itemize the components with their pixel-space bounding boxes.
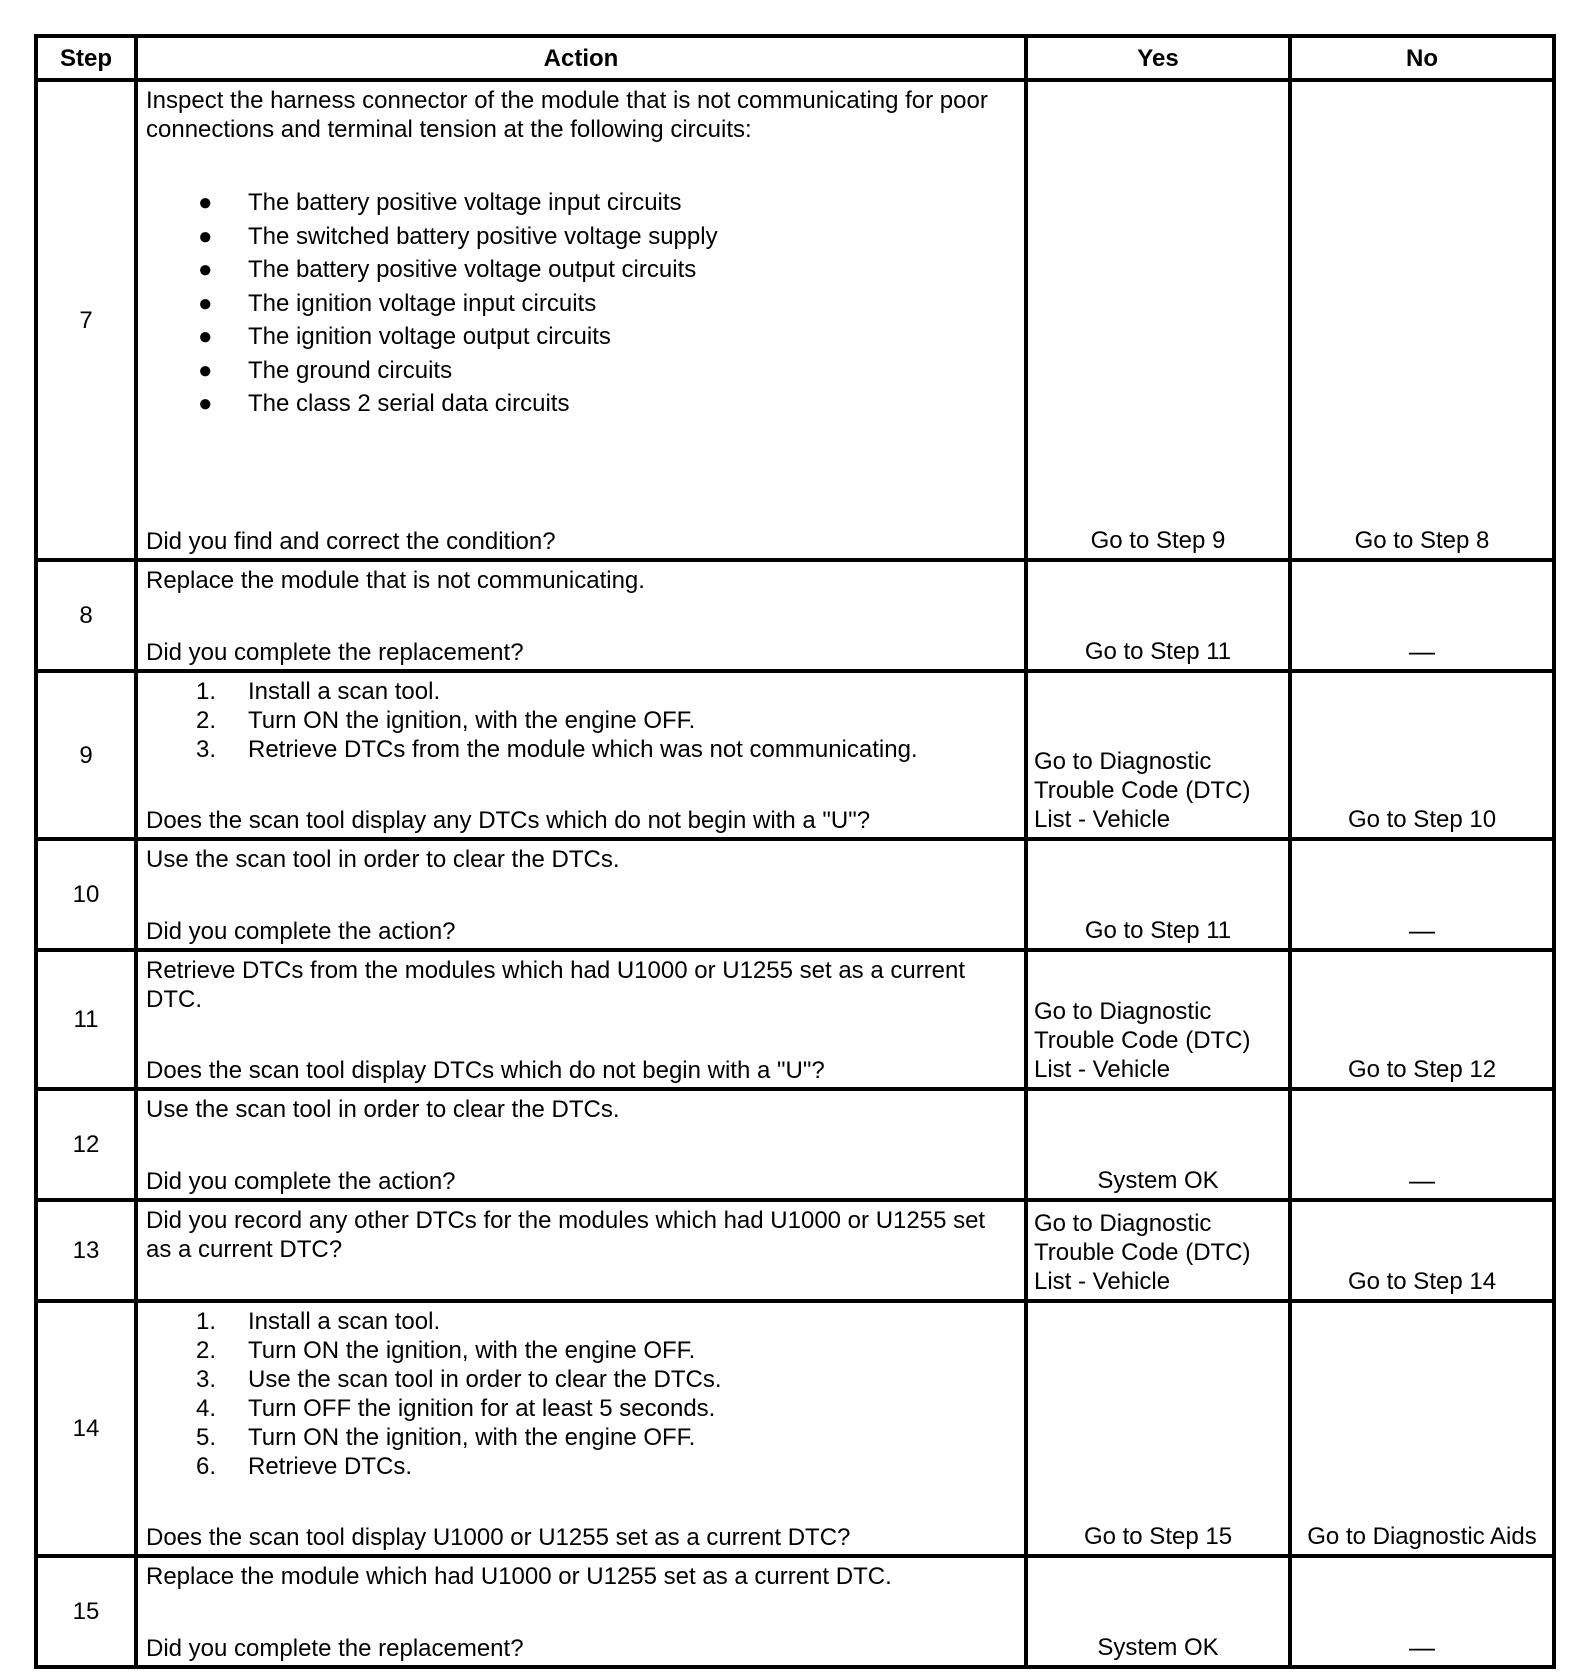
yes-outcome: System OK bbox=[1026, 1556, 1290, 1667]
action-question: Did you complete the action? bbox=[146, 1168, 456, 1195]
header-yes: Yes bbox=[1026, 36, 1290, 80]
list-item: 2. Turn ON the ignition, with the engine OFF. bbox=[196, 707, 696, 734]
bullet-icon: ● bbox=[198, 356, 213, 384]
header-no: No bbox=[1290, 36, 1554, 80]
list-item: 4. Turn OFF the ignition for at least 5 seconds. bbox=[196, 1395, 716, 1422]
action-intro: Inspect the harness connector of the module that is not communicating for poor connections and terminal tension at the following circuits: bbox=[146, 87, 988, 143]
yes-outcome: Go to Step 9 bbox=[1026, 80, 1290, 560]
no-outcome: — bbox=[1290, 839, 1554, 950]
step-number: 15 bbox=[36, 1556, 136, 1667]
list-item: 6. Retrieve DTCs. bbox=[196, 1453, 413, 1480]
bullet-icon: ● bbox=[198, 256, 213, 283]
header-step: Step bbox=[36, 36, 136, 80]
table-row-step-12 bbox=[36, 1089, 1554, 1200]
step-number: 8 bbox=[36, 560, 136, 671]
table-row-step-11 bbox=[36, 950, 1554, 1089]
list-item: ● The class 2 serial data circuits bbox=[146, 387, 1016, 421]
procedure-list bbox=[146, 677, 1016, 764]
no-outcome: — bbox=[1290, 1089, 1554, 1200]
step-number: 12 bbox=[36, 1089, 136, 1200]
step-number: 14 bbox=[36, 1301, 136, 1556]
action-intro: Use the scan tool in order to clear the DTCs. bbox=[146, 846, 620, 873]
no-outcome: Go to Step 14 bbox=[1290, 1200, 1554, 1301]
table-row-step-10 bbox=[36, 839, 1554, 950]
list-item: 2. Turn ON the ignition, with the engine OFF. bbox=[196, 1337, 696, 1364]
list-item: ● The ignition voltage output circuits bbox=[146, 320, 1016, 354]
table-header-row bbox=[36, 36, 1554, 80]
bullet-icon: ● bbox=[198, 323, 213, 350]
action-cell bbox=[136, 1301, 1026, 1556]
step-number: 9 bbox=[36, 671, 136, 839]
list-item: ● The ground circuits bbox=[146, 354, 1016, 388]
no-outcome: Go to Diagnostic Aids bbox=[1290, 1301, 1554, 1556]
action-cell bbox=[136, 950, 1026, 1089]
table-row-step-14 bbox=[36, 1301, 1554, 1556]
action-cell bbox=[136, 1556, 1026, 1667]
yes-outcome: Go to Diagnostic Trouble Code (DTC) List - Vehicle bbox=[1026, 1200, 1290, 1301]
step-number: 11 bbox=[36, 950, 136, 1089]
action-cell bbox=[136, 839, 1026, 950]
no-outcome: — bbox=[1290, 1556, 1554, 1667]
list-item: 1. Install a scan tool. bbox=[196, 678, 441, 705]
list-item: ● The battery positive voltage input circuits bbox=[146, 186, 1016, 220]
list-item: 3. Use the scan tool in order to clear the DTCs. bbox=[196, 1366, 722, 1393]
action-question: Did you complete the replacement? bbox=[146, 1635, 524, 1662]
circuit-list bbox=[146, 186, 1016, 421]
action-question: Does the scan tool display DTCs which do not begin with a "U"? bbox=[146, 1057, 825, 1084]
action-cell bbox=[136, 1089, 1026, 1200]
action-cell bbox=[136, 80, 1026, 560]
yes-outcome: Go to Diagnostic Trouble Code (DTC) List - Vehicle bbox=[1026, 671, 1290, 839]
action-intro: Use the scan tool in order to clear the DTCs. bbox=[146, 1096, 620, 1123]
list-item: ● The battery positive voltage output circuits bbox=[146, 253, 1016, 287]
list-item: ● The ignition voltage input circuits bbox=[146, 287, 1016, 321]
action-question: Does the scan tool display U1000 or U1255 set as a current DTC? bbox=[146, 1524, 851, 1551]
yes-outcome: Go to Step 15 bbox=[1026, 1301, 1290, 1556]
diagnostic-steps-table bbox=[34, 34, 1556, 1669]
yes-outcome: Go to Diagnostic Trouble Code (DTC) List - Vehicle bbox=[1026, 950, 1290, 1089]
yes-outcome: Go to Step 11 bbox=[1026, 560, 1290, 671]
step-number: 13 bbox=[36, 1200, 136, 1301]
action-cell bbox=[136, 1200, 1026, 1301]
list-item: 1. Install a scan tool. bbox=[196, 1308, 441, 1335]
step-number: 10 bbox=[36, 839, 136, 950]
bullet-icon: ● bbox=[198, 222, 213, 250]
table-row-step-13 bbox=[36, 1200, 1554, 1301]
bullet-icon: ● bbox=[198, 289, 213, 317]
action-question: Did you complete the replacement? bbox=[146, 639, 524, 666]
action-cell bbox=[136, 671, 1026, 839]
bullet-icon: ● bbox=[198, 390, 213, 417]
action-question: Does the scan tool display any DTCs which do not begin with a "U"? bbox=[146, 807, 871, 834]
yes-outcome: Go to Step 11 bbox=[1026, 839, 1290, 950]
step-number: 7 bbox=[36, 80, 136, 560]
no-outcome: Go to Step 10 bbox=[1290, 671, 1554, 839]
action-cell bbox=[136, 560, 1026, 671]
bullet-icon: ● bbox=[198, 189, 213, 216]
table-row-step-15 bbox=[36, 1556, 1554, 1667]
no-outcome: — bbox=[1290, 560, 1554, 671]
diagnostic-table-page bbox=[34, 34, 1552, 1661]
action-intro: Replace the module that is not communicating. bbox=[146, 567, 645, 594]
no-outcome: Go to Step 8 bbox=[1290, 80, 1554, 560]
procedure-list bbox=[146, 1307, 1016, 1481]
action-question: Did you find and correct the condition? bbox=[146, 528, 556, 555]
header-action: Action bbox=[136, 36, 1026, 80]
action-intro: Retrieve DTCs from the modules which had U1000 or U1255 set as a current DTC. bbox=[146, 957, 966, 1013]
list-item: 5. Turn ON the ignition, with the engine OFF. bbox=[196, 1424, 696, 1451]
table-row-step-8 bbox=[36, 560, 1554, 671]
list-item: ● The switched battery positive voltage supply bbox=[146, 220, 1016, 254]
action-intro: Replace the module which had U1000 or U1255 set as a current DTC. bbox=[146, 1563, 892, 1590]
no-outcome: Go to Step 12 bbox=[1290, 950, 1554, 1089]
table-row-step-7 bbox=[36, 80, 1554, 560]
yes-outcome: System OK bbox=[1026, 1089, 1290, 1200]
list-item: 3. Retrieve DTCs from the module which was not communicating. bbox=[196, 736, 918, 763]
action-question: Did you record any other DTCs for the modules which had U1000 or U1255 set as a current DTC? bbox=[146, 1207, 986, 1263]
action-question: Did you complete the action? bbox=[146, 918, 456, 945]
table-row-step-9 bbox=[36, 671, 1554, 839]
